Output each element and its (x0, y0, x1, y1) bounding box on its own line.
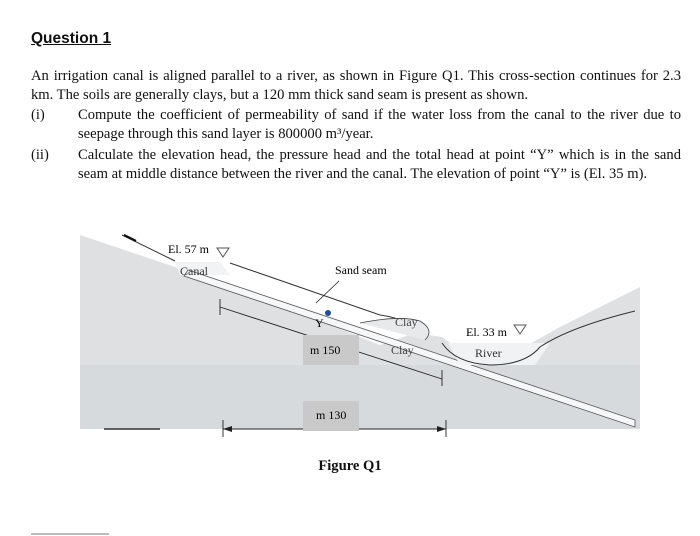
canal-elevation-label: El. 57 m (168, 242, 209, 256)
item-number: (ii) (31, 147, 49, 163)
seam-length-label: m 150 (310, 343, 341, 357)
point-y-marker (325, 310, 331, 316)
horizontal-distance-label: m 130 (316, 408, 347, 422)
ground-surface-left (124, 235, 136, 241)
river-water-level-icon (514, 325, 526, 334)
question-intro: An irrigation canal is aligned parallel to a river, as shown in Figure Q1. This cross-section continues for 2.3 km. The soils are generally clays, but a 120 mm thick sand seam is present as shown. (31, 68, 681, 103)
cross-section-figure (80, 215, 640, 445)
clay-lower-label: Clay (391, 343, 414, 357)
item-text: Compute the coefficient of permeability of sand if the water loss from the canal to the river due to seepage through this sand layer is 800000 m³/year. (78, 107, 681, 142)
canal-label: Canal (180, 264, 208, 278)
item-text: Calculate the elevation head, the pressure head and the total head at point “Y” which is in the sand seam at middle distance between the river and the canal. The elevation of point “Y” is (El. 35 m). (78, 147, 681, 182)
figure-caption: Figure Q1 (318, 458, 382, 474)
river-label: River (475, 346, 502, 360)
item-number: (i) (31, 107, 45, 123)
next-question-heading-partial (31, 528, 111, 536)
canal-water-level-icon (217, 248, 229, 257)
point-y-label: Y (315, 316, 324, 330)
question-title: Question 1 (31, 30, 112, 47)
clay-upper-label: Clay (395, 315, 418, 329)
river-elevation-label: El. 33 m (466, 325, 507, 339)
sand-seam-label: Sand seam (335, 263, 387, 277)
